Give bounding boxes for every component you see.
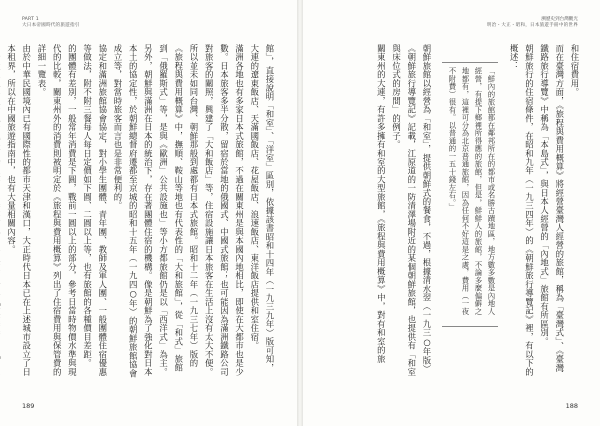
paragraph: 另外，朝鮮與滿洲在日本的統治下，存在著團體住宿的機構。像是朝鮮為了強化對日本本土的協定性，於朝鮮總督府遷都至京城的昭和十五年（一九四○年）的朝鮮旅館協會成立等，對當時旅客而言也是非常便利的。 <box>112 44 154 378</box>
paragraph: 關東州的大連，有許多擁有和室的大型旅館，《旅程與費用概算》中，對有和室的旅 <box>376 44 387 364</box>
left-text-block <box>6 44 277 378</box>
page-number-right: 188 <box>565 402 578 410</box>
paragraph: 朝鮮旅行的住宿條件，在昭和九年（一九三四年）的《朝鮮旅行導覽記》裡，有以下的概述： <box>509 44 535 377</box>
paragraph: 的團體有差別，一般常年消費是下圓，戰前一圓以上的部分，參考日當時物價水準與現代的比較，關東州外的消費則被明定於《旅程與費用概算》列出了住宿費用與保管費的詳細一覽表。 <box>36 44 78 377</box>
paragraph <box>0 44 3 378</box>
running-header-left <box>22 17 80 29</box>
right-text-block <box>320 44 582 378</box>
paragraph: 朝鮮旅館以經營為「和室」，提供朝鮮式的餐食，不過，根據清水翌（一九三○年版）《朝鮮旅行導覽記》記載，江原道的一防清澤場附近的某個朝鮮旅館，也提供有「和室與床位式的房間」的例子。 <box>391 44 432 377</box>
paragraph: 滿洲各地也有多家日本式旅館，不過在關東州是與本國內地相比，即使在大都市也是少數。日本旅客多半分散，留宿於當地的俄國式、中國式旅館；也可能因為滿洲鐵路公司對旅客的關照，興建了「大和飯店」等，住宿設施讓日本旅客在生活上沒有太大不便。所以並未如同台灣、朝鮮那般到處都有日本式旅館。昭和十二年（一九三七年）版的《旅程與費用概算》中，撫順、鞍山等地也有代表性的「大和旅館」，從「和式」旅館到「俄羅斯式」等，是與《歐洲」公共設施也」等小方都旅館仍是以「西洋式」為主。 <box>158 44 245 377</box>
paragraph: 由於中華民國境內已有國際性的都市天津和漢口，大正時代日本已在上述城市設立了日本租界，所以在中國旅遊指南中，也有大量相關內容。 <box>6 44 32 377</box>
book-subtitle: 明治・大正・昭和，日本旅遊手冊中的世界 <box>486 23 578 28</box>
page-number-left: 189 <box>22 402 35 410</box>
book-title: 溯歷史到台灣觀光 <box>541 17 578 22</box>
left-page <box>0 0 297 426</box>
block-quote <box>442 62 498 327</box>
right-page <box>303 0 600 426</box>
paragraph: 協定和滿洲旅館協會協定，對小學生團體、青年團、教師及軍人團、一般團體住宿優惠等做法，附不附三餐每人每日定價如下圓、二圓以上等，也有旅館的各種價目差距。 <box>82 44 108 377</box>
paragraph: 館」，直接說明「和室」、「洋室」區別，依據該書昭和十四年（一九三九年）版可知，大連的遼東飯店、天滿國飯店、花屋飯店、浪速飯店、東洋飯店提供和室住宿。 <box>249 44 275 373</box>
paragraph: 而在臺灣方面，《旅程與費用概算》將經營臺灣人經營的旅館，稱為「臺灣式」、《臺灣鐵路旅行導覽》中稱為「本島式」，與日本人經營的「內地式」旅館有所區別。 <box>539 44 565 373</box>
paragraph: 和住宿費用。 <box>570 44 580 97</box>
part-label: PART 1 <box>22 17 39 22</box>
running-header-right <box>487 17 578 29</box>
part-title: 大日本帝國時代的旅遊指引 <box>22 23 80 28</box>
quote-text: 「鮮內的旅館都在鄰邦所在的都市或名勝古蹟地區，地方數多數是內地人經營，有提下鄉裡所得應的旅館，但是，鮮鮮人的旅館，不論多麼偏僻之地都有，這裡可分為北京普通旅館，因為任何不好這是之處，費用（一夜不附費）很有。以普通的一五十錢左右。」 <box>447 67 496 315</box>
